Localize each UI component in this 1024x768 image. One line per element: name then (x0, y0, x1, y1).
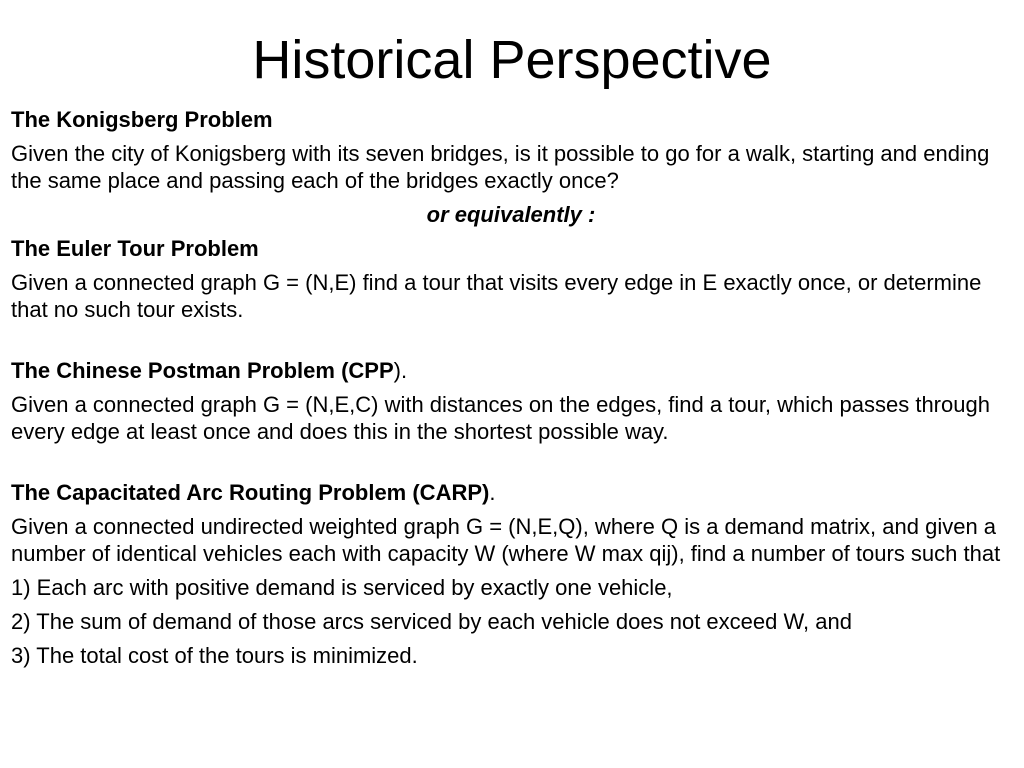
spacer (11, 452, 1011, 479)
euler-heading: The Euler Tour Problem (11, 236, 259, 261)
slide-content (11, 106, 1011, 676)
carp-text: Given a connected undirected weighted graph G = (N,E,Q), where Q is a demand matrix, and given a number of identical vehicles each with capacity W (where W max qij), find a number of tours such that (11, 514, 1001, 566)
cpp-heading: The Chinese Postman Problem (CPP (11, 358, 394, 383)
cpp-text: Given a connected graph G = (N,E,C) with distances on the edges, find a tour, which passes through every edge at least once and does this in the shortest possible way. (11, 392, 990, 444)
euler-text: Given a connected graph G = (N,E) find a tour that visits every edge in E exactly once, or determine that no such tour exists. (11, 270, 982, 322)
konigsberg-heading: The Konigsberg Problem (11, 107, 273, 132)
list-item-2: 2) The sum of demand of those arcs serviced by each vehicle does not exceed W, and (11, 609, 852, 634)
list-item-3: 3) The total cost of the tours is minimized. (11, 643, 418, 668)
cpp-heading-line (11, 357, 1011, 384)
spacer (11, 330, 1011, 357)
konigsberg-text: Given the city of Konigsberg with its seven bridges, is it possible to go for a walk, starting and ending the same place and passing each of the bridges exactly once? (11, 141, 990, 193)
carp-heading-suffix: . (489, 480, 496, 505)
carp-heading-line (11, 479, 1011, 506)
list-item-1: 1) Each arc with positive demand is serviced by exactly one vehicle, (11, 575, 673, 600)
or-equivalently-text: or equivalently : (426, 202, 596, 227)
carp-heading: The Capacitated Arc Routing Problem (CARP) (11, 480, 490, 505)
slide-title: Historical Perspective (252, 30, 772, 90)
cpp-heading-suffix: ). (393, 358, 408, 383)
